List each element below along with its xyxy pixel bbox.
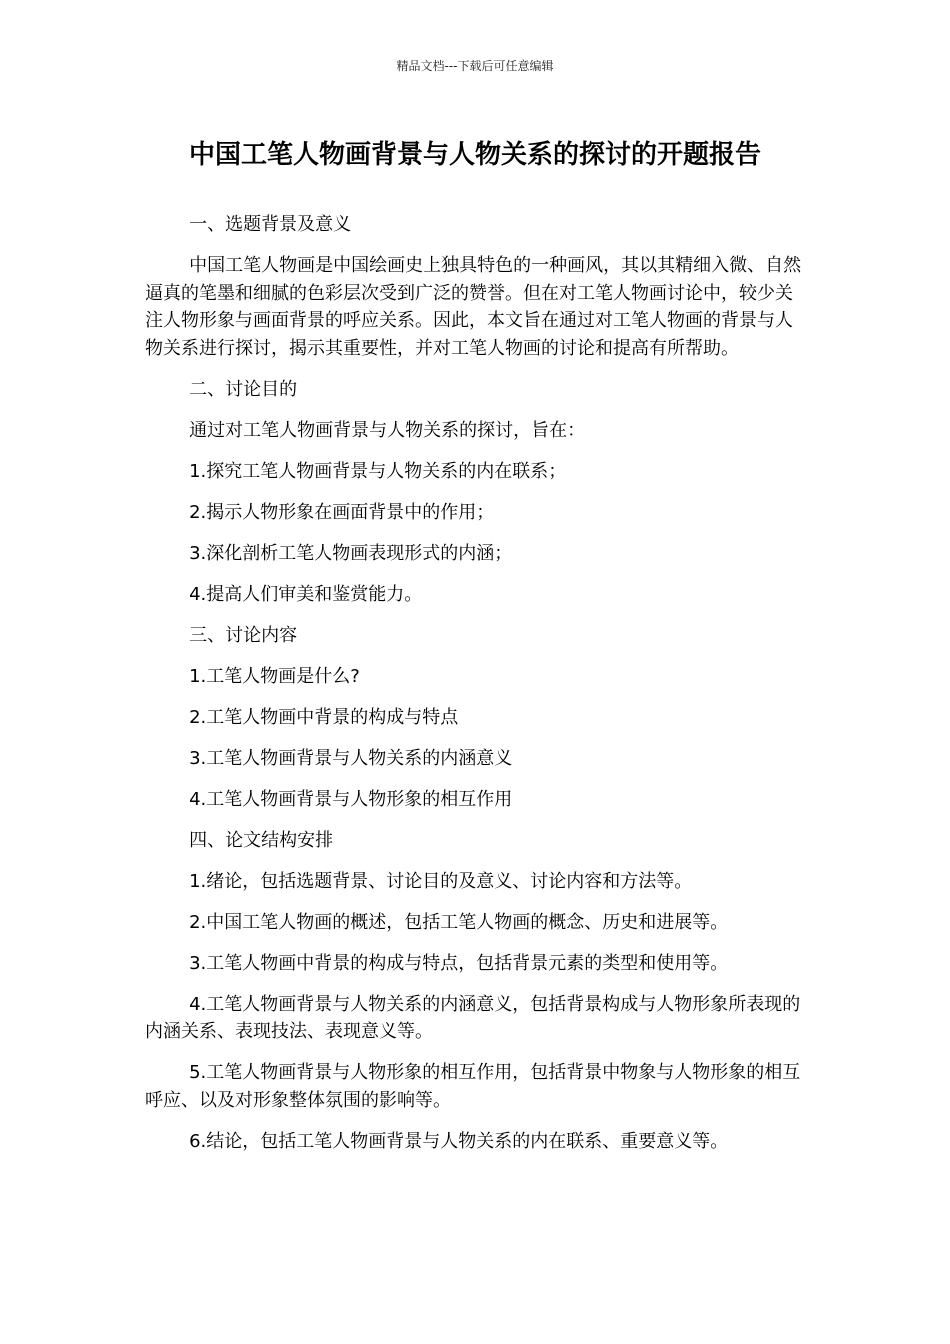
list-item-structure-3: 3.工笔人物画中背景的构成与特点，包括背景元素的类型和使用等。 xyxy=(189,952,729,974)
list-item-content-3: 3.工笔人物画背景与人物关系的内涵意义 xyxy=(189,747,513,769)
section-heading-content: 三、讨论内容 xyxy=(189,624,298,646)
list-item-content-1: 1.工笔人物画是什么? xyxy=(189,665,360,687)
list-item-structure-5: 5.工笔人物画背景与人物形象的相互作用，包括背景中物象与人物形象的相互呼应、以及对形象整体氛围的影响等。 xyxy=(145,1062,801,1111)
list-item-structure-1: 1.绪论，包括选题背景、讨论目的及意义、讨论内容和方法等。 xyxy=(189,870,693,892)
list-item-structure-6: 6.结论，包括工笔人物画背景与人物关系的内在联系、重要意义等。 xyxy=(189,1130,729,1152)
list-item-purpose-4: 4.提高人们审美和鉴赏能力。 xyxy=(189,583,423,605)
paragraph-background: 中国工笔人物画是中国绘画史上独具特色的一种画风，其以其精细入微、自然逼真的笔墨和细腻的色彩层次受到广泛的赞誉。但在对工笔人物画讨论中，较少关注人物形象与画面背景的呼应关系。因此，本文旨在通过对工笔人物画的背景与人物关系进行探讨，揭示其重要性，并对工笔人物画的讨论和提高有所帮助。 xyxy=(145,255,802,359)
list-item-purpose-1: 1.探究工笔人物画背景与人物关系的内在联系； xyxy=(189,460,567,482)
section-heading-structure: 四、论文结构安排 xyxy=(189,829,334,851)
list-item-structure-2: 2.中国工笔人物画的概述，包括工笔人物画的概念、历史和进展等。 xyxy=(189,911,729,933)
header-note: 精品文档---下载后可任意编辑 xyxy=(396,59,554,73)
list-item-content-4: 4.工笔人物画背景与人物形象的相互作用 xyxy=(189,788,513,810)
list-item-structure-4: 4.工笔人物画背景与人物关系的内涵意义，包括背景构成与人物形象所表现的内涵关系、表现技法、表现意义等。 xyxy=(145,993,801,1042)
section-heading-purpose: 二、讨论目的 xyxy=(189,378,298,400)
document-title: 中国工笔人物画背景与人物关系的探讨的开题报告 xyxy=(188,140,761,170)
paragraph-purpose-intro: 通过对工笔人物画背景与人物关系的探讨，旨在： xyxy=(189,419,586,441)
list-item-purpose-3: 3.深化剖析工笔人物画表现形式的内涵； xyxy=(189,542,513,564)
list-item-purpose-2: 2.揭示人物形象在画面背景中的作用； xyxy=(189,501,495,523)
list-item-content-2: 2.工笔人物画中背景的构成与特点 xyxy=(189,706,459,728)
section-heading-background: 一、选题背景及意义 xyxy=(189,214,352,235)
document-body xyxy=(145,211,805,1169)
